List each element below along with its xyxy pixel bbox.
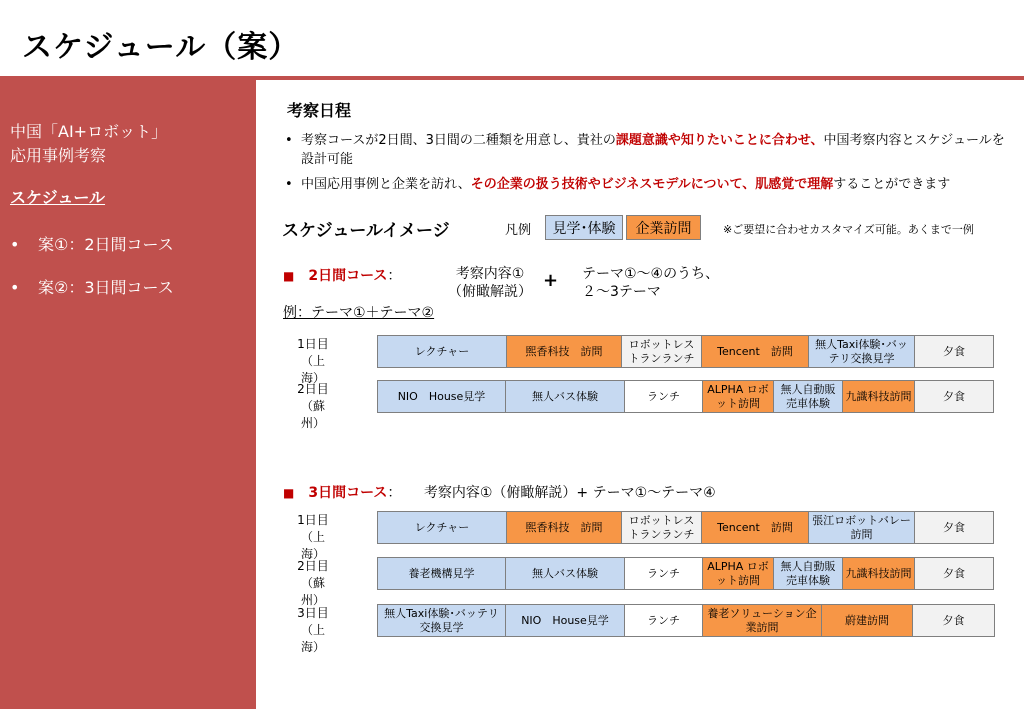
bullet-text-part: することができます — [833, 177, 951, 192]
schedule-cell: 無人Taxi体験･バッテリ交換見学 — [377, 604, 506, 637]
sidebar-heading-line1: 中国「AI+ロボット」 — [10, 122, 168, 141]
course3-name: 3日間コース — [308, 485, 388, 501]
bullet-highlight: その企業の扱う技術やビジネスモデルについて、肌感覚で理解 — [470, 177, 834, 192]
schedule-image-title: スケジュールイメージ — [282, 221, 450, 241]
schedule-cell: 蔚建訪問 — [821, 604, 913, 637]
schedule-cell: NIO House見学 — [505, 604, 625, 637]
schedule-cell: ロボットレストランランチ — [621, 335, 702, 368]
sidebar-heading-line2: 応用事例考察 — [10, 146, 107, 165]
day-place: （蘇州） — [300, 399, 325, 430]
plus-icon: + — [543, 270, 559, 291]
schedule-cell: ランチ — [624, 557, 703, 590]
schedule-cell: ALPHA ロボット訪問 — [702, 557, 774, 590]
course2-header — [283, 265, 401, 285]
schedule-row — [377, 511, 993, 544]
day-number: 2日目 — [297, 382, 329, 396]
day-place: （上海） — [300, 354, 325, 385]
sidebar-item-label: 案①：2日間コース — [38, 235, 174, 254]
schedule-cell: 養老ソリューション企業訪問 — [702, 604, 822, 637]
square-marker-icon: ■ — [283, 486, 295, 500]
schedule-cell: 煕香科技 訪問 — [506, 511, 622, 544]
legend-label: 凡例 — [505, 223, 532, 238]
sidebar-heading — [10, 120, 250, 168]
course2-example: 例：テーマ①＋テーマ② — [283, 305, 435, 321]
schedule-cell: 張江ロボットバレー訪問 — [808, 511, 915, 544]
day-place: （蘇州） — [300, 576, 325, 607]
schedule-cell: 夕食 — [914, 557, 994, 590]
day-number: 1日目 — [297, 337, 329, 351]
day-number: 1日目 — [297, 513, 329, 527]
course2-theme-line2: ２～3テーマ — [582, 284, 661, 300]
schedule-row — [377, 380, 993, 413]
schedule-cell: 夕食 — [914, 380, 994, 413]
schedule-cell: 無人Taxi体験･バッテリ交換見学 — [808, 335, 915, 368]
schedule-cell: Tencent 訪問 — [701, 511, 809, 544]
day-label — [293, 558, 333, 609]
day-label — [293, 336, 333, 387]
schedule-cell: 無人自動販売車体験 — [773, 380, 843, 413]
day-place: （上海） — [300, 623, 325, 654]
schedule-cell: 夕食 — [912, 604, 995, 637]
schedule-cell: NIO House見学 — [377, 380, 506, 413]
schedule-cell: ランチ — [624, 380, 703, 413]
schedule-cell: Tencent 訪問 — [701, 335, 809, 368]
course2-content — [440, 265, 540, 301]
sidebar-bullet: • — [10, 278, 20, 297]
day-label — [293, 605, 333, 656]
legend-experience: 見学･体験 — [545, 215, 623, 240]
schedule-row — [377, 557, 993, 590]
bullet-text-part: 中国応用事例と企業を訪れ、 — [301, 177, 471, 192]
course3-colon: ： — [387, 485, 402, 501]
bullet-text-part: 考察コースが2日間、3日間の二種類を用意し、貴社の — [301, 133, 616, 148]
bullet-dot: • — [285, 133, 293, 148]
schedule-cell: レクチャー — [377, 335, 507, 368]
course2-content-line2: （俯瞰解説） — [448, 284, 532, 300]
bullet-text-part: 中国考察内容とスケジュールを設計可能 — [301, 133, 1005, 167]
day-number: 3日目 — [297, 606, 329, 620]
schedule-cell: 夕食 — [914, 511, 994, 544]
schedule-cell: 煕香科技 訪問 — [506, 335, 622, 368]
day-label — [293, 512, 333, 563]
day-place: （上海） — [300, 530, 325, 561]
schedule-cell: 無人バス体験 — [505, 380, 625, 413]
bullet-visit-companies — [285, 175, 1005, 194]
schedule-cell: ロボットレストランランチ — [621, 511, 702, 544]
schedule-cell: 無人自動販売車体験 — [773, 557, 843, 590]
customize-note: ※ご要望に合わせカスタマイズ可能。あくまで一例 — [723, 223, 974, 236]
schedule-cell: 九識科技訪問 — [842, 380, 915, 413]
bullet-course-design — [285, 131, 1005, 169]
course3-header — [283, 482, 716, 502]
bullet-dot: • — [285, 177, 293, 192]
bullet-highlight: 課題意識や知りたいことに合わせ、 — [615, 133, 824, 148]
schedule-cell: ランチ — [624, 604, 703, 637]
schedule-row — [377, 335, 993, 368]
schedule-row — [377, 604, 994, 637]
day-number: 2日目 — [297, 559, 329, 573]
day-label — [293, 381, 333, 432]
page-title: スケジュール（案） — [22, 30, 300, 65]
square-marker-icon: ■ — [283, 269, 295, 283]
schedule-cell: 無人バス体験 — [505, 557, 625, 590]
schedule-cell: ALPHA ロボット訪問 — [702, 380, 774, 413]
course3-content: 考察内容①（俯瞰解説）+ テーマ①～テーマ④ — [423, 485, 716, 501]
bullet-text — [301, 175, 1005, 194]
sidebar-item-plan1 — [10, 232, 174, 255]
sidebar-schedule-label: スケジュール — [10, 188, 106, 207]
sidebar — [0, 80, 256, 709]
schedule-cell: 養老機構見学 — [377, 557, 506, 590]
sidebar-bullet: • — [10, 235, 20, 254]
course2-theme-line1: テーマ①～④のうち、 — [582, 266, 720, 282]
course2-theme — [582, 265, 719, 301]
course2-content-line1: 考察内容① — [455, 266, 525, 282]
schedule-cell: レクチャー — [377, 511, 507, 544]
sidebar-item-label: 案②：3日間コース — [38, 278, 174, 297]
section-heading: 考察日程 — [287, 101, 352, 120]
bullet-text — [301, 131, 1005, 169]
course2-name: 2日間コース — [308, 268, 388, 284]
course2-colon: ： — [387, 268, 402, 284]
schedule-cell: 九識科技訪問 — [842, 557, 915, 590]
legend-company-visit: 企業訪問 — [626, 215, 701, 240]
schedule-cell: 夕食 — [914, 335, 994, 368]
sidebar-item-plan2 — [10, 275, 174, 298]
